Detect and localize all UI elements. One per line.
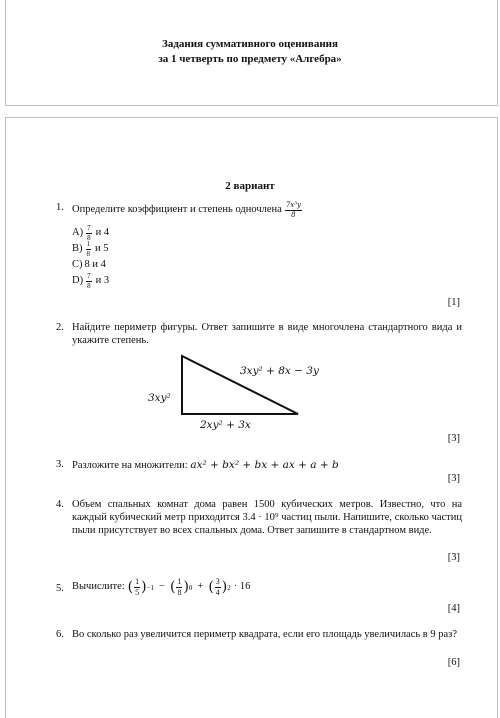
question-number: 2. bbox=[56, 322, 64, 333]
question-text: Найдите периметр фигуры. Ответ запишите в виде многочлена стандартного вида и укажите степень. bbox=[72, 322, 462, 346]
question-6 bbox=[56, 629, 462, 642]
option-a: A) $\frac{7}{8}$ и 4 bbox=[72, 223, 110, 242]
document-header bbox=[0, 37, 500, 66]
question-number: 5. bbox=[56, 583, 64, 594]
expression: ax² + bx² + bx + ax + a + b bbox=[190, 459, 339, 471]
option-b: B) $\frac{1}{8}$ и 5 bbox=[72, 239, 109, 258]
question-text: Определите коэффициент и степень одночлена bbox=[72, 204, 282, 216]
score-q2: [3] bbox=[447, 433, 460, 444]
fraction-1: $\frac{1}{5}$ bbox=[135, 577, 140, 597]
question-text: Во сколько раз увеличится периметр квадрата, если его площадь увеличилась в 9 раз? bbox=[72, 629, 457, 640]
header-line-1: Задания суммативного оценивания bbox=[162, 38, 338, 50]
option-fraction: $\frac{7}{8}$ bbox=[87, 271, 91, 290]
question-2 bbox=[56, 322, 462, 348]
question-text: Объем спальных комнат дома равен 1500 кубических метров. Известно, что на каждый кубический метр приходится 3.4 · 10⁹ частиц пыли. Напишите, сколько частиц пыли присутствует во всех спальных дома. Ответ запишите в стандартном виде. bbox=[72, 499, 462, 536]
question-number: 1. bbox=[56, 202, 64, 213]
question-5: 5. Вычислите: ( $\frac{1}{5}$ ) −1 − ( $\frac{1}{8}$ ) 0 + ( $\frac{3}{4}$ ) 2 · 16 bbox=[56, 577, 251, 597]
option-c: C) 8 и 4 bbox=[72, 258, 106, 270]
score-q4: [3] bbox=[447, 552, 460, 563]
monomial-fraction: $\frac{\text{7x³y}}{8}$ bbox=[285, 201, 301, 219]
hypotenuse-label: 3xy² + 8x − 3y bbox=[240, 365, 319, 377]
option-fraction: $\frac{1}{8}$ bbox=[86, 239, 90, 258]
question-text: Вычислите: bbox=[72, 581, 125, 593]
variant-title: 2 вариант bbox=[225, 180, 275, 192]
question-4 bbox=[56, 499, 462, 537]
question-number: 6. bbox=[56, 629, 64, 640]
score-q3: [3] bbox=[447, 473, 460, 484]
score-q5: [4] bbox=[447, 603, 460, 614]
question-number: 4. bbox=[56, 499, 64, 510]
left-side-label: 3xy² bbox=[148, 392, 171, 404]
option-d: D) $\frac{7}{8}$ и 3 bbox=[72, 271, 110, 290]
question-text: Разложите на множители: bbox=[72, 460, 188, 471]
fraction-2: $\frac{1}{8}$ bbox=[177, 577, 182, 597]
fraction-3: $\frac{3}{4}$ bbox=[215, 577, 220, 597]
question-1 bbox=[56, 201, 462, 290]
question-3 bbox=[56, 459, 462, 473]
question-number: 3. bbox=[56, 459, 64, 470]
score-q1: [1] bbox=[447, 297, 460, 308]
header-line-2: за 1 четверть по предмету «Алгебра» bbox=[158, 52, 342, 65]
score-q6: [6] bbox=[447, 657, 460, 668]
bottom-side-label: 2xy² + 3x bbox=[200, 419, 251, 431]
option-fraction: $\frac{7}{8}$ bbox=[87, 223, 91, 242]
